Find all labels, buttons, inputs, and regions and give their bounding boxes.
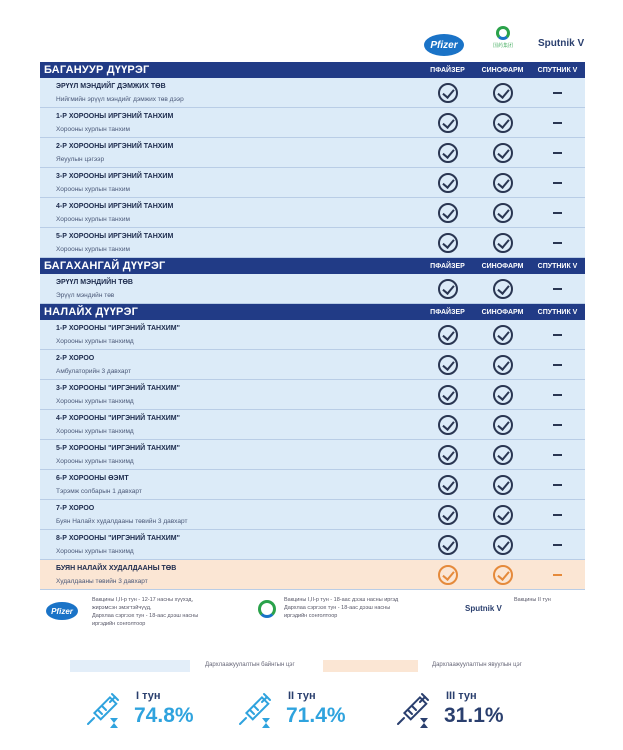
availability-cell	[420, 228, 475, 257]
footnote-pfizer	[92, 596, 242, 628]
availability-cell	[530, 380, 585, 409]
availability-cell	[530, 320, 585, 349]
column-header: СПУТНИК V	[537, 66, 578, 74]
check-circle-icon	[493, 355, 513, 375]
section-header	[40, 258, 585, 274]
dash-icon	[553, 242, 562, 244]
availability-cell	[420, 440, 475, 469]
availability-cell	[530, 138, 585, 167]
legend-blue-label: Дархлаажуулалтын байнгын цэг	[205, 662, 295, 668]
site-location: Хорооны хурлын танхим	[56, 216, 130, 223]
dash-icon	[553, 484, 562, 486]
site-text	[40, 168, 420, 197]
check-circle-icon	[493, 173, 513, 193]
site-row	[40, 198, 585, 228]
footnote-line: жирэмсэн эмэгтэйчүүд,	[92, 605, 152, 611]
check-circle-icon	[438, 385, 458, 405]
site-name: 4-Р ХОРООНЫ ИРГЭНИЙ ТАНХИМ	[56, 203, 174, 210]
syringe-hourglass-icon	[392, 690, 432, 730]
footnote-line: Вакцины I,II-р тун - 12-17 насны хүүхэд,	[92, 597, 194, 603]
check-circle-icon	[493, 279, 513, 299]
site-text	[40, 440, 420, 469]
site-name: БУЯН НАЛАЙХ ХУДАЛДААНЫ ТӨВ	[56, 565, 177, 572]
check-circle-icon	[438, 355, 458, 375]
site-location: Эрүүл мэндийн төв	[56, 292, 115, 299]
column-header: СИНОФАРМ	[481, 308, 524, 316]
section-title: НАЛАЙХ ДҮҮРЭГ	[44, 306, 139, 318]
availability-cell	[420, 380, 475, 409]
availability-cell	[420, 320, 475, 349]
site-name: 2-Р ХОРОО	[56, 355, 95, 362]
availability-cell	[530, 78, 585, 107]
check-circle-icon	[493, 143, 513, 163]
availability-cell	[475, 380, 530, 409]
site-row	[40, 530, 585, 560]
dash-icon	[553, 574, 562, 576]
site-name: 4-Р ХОРООНЫ "ИРГЭНИЙ ТАНХИМ"	[56, 415, 180, 422]
check-circle-icon	[438, 173, 458, 193]
availability-cell	[475, 470, 530, 499]
sinopharm-logo-text: 国药集团	[492, 43, 513, 49]
availability-cell	[475, 350, 530, 379]
dash-icon	[553, 364, 562, 366]
dose-label: II тун	[288, 690, 316, 702]
site-row	[40, 274, 585, 304]
dash-icon	[553, 288, 562, 290]
footnote-sputnik-logo: Sputnik V	[465, 604, 502, 613]
availability-cell	[420, 530, 475, 559]
availability-cell	[530, 108, 585, 137]
site-text	[40, 138, 420, 167]
site-location: Хорооны хурлын танхимд	[56, 338, 134, 345]
column-header: ПФАЙЗЕР	[430, 308, 465, 316]
site-text	[40, 380, 420, 409]
site-text	[40, 320, 420, 349]
site-text	[40, 198, 420, 227]
check-circle-icon	[493, 385, 513, 405]
site-row	[40, 440, 585, 470]
dose-percent: 74.8%	[134, 704, 194, 727]
site-row	[40, 410, 585, 440]
site-text	[40, 410, 420, 439]
site-location: Хорооны хурлын танхимд	[56, 458, 134, 465]
check-circle-icon	[493, 505, 513, 525]
check-circle-icon	[438, 475, 458, 495]
availability-cell	[475, 168, 530, 197]
site-row	[40, 320, 585, 350]
availability-cell	[420, 198, 475, 227]
availability-cell	[475, 440, 530, 469]
check-circle-icon	[438, 143, 458, 163]
availability-cell	[530, 530, 585, 559]
availability-cell	[475, 228, 530, 257]
check-circle-icon	[493, 445, 513, 465]
legend-blue-swatch	[70, 660, 190, 672]
availability-cell	[530, 274, 585, 303]
dash-icon	[553, 394, 562, 396]
availability-cell	[420, 350, 475, 379]
site-name: 3-Р ХОРООНЫ "ИРГЭНИЙ ТАНХИМ"	[56, 385, 180, 392]
legend-orange-label: Дархлаажуулалтын явуулын цэг	[432, 662, 522, 668]
footnotes	[40, 596, 600, 640]
sinopharm-logo	[488, 26, 518, 58]
site-row	[40, 500, 585, 530]
site-row	[40, 228, 585, 258]
availability-cell	[420, 138, 475, 167]
syringe-hourglass-icon	[234, 690, 274, 730]
dash-icon	[553, 544, 562, 546]
site-name: 2-Р ХОРООНЫ ИРГЭНИЙ ТАНХИМ	[56, 143, 174, 150]
site-name: 6-Р ХОРООНЫ ӨЭМТ	[56, 475, 129, 482]
site-name: 8-Р ХОРООНЫ "ИРГЭНИЙ ТАНХИМ"	[56, 535, 180, 542]
availability-cell	[475, 108, 530, 137]
column-header: СИНОФАРМ	[481, 66, 524, 74]
site-name: 1-Р ХОРООНЫ ИРГЭНИЙ ТАНХИМ	[56, 113, 174, 120]
check-circle-icon	[493, 113, 513, 133]
legend-orange-swatch	[323, 660, 418, 672]
footnote-line: иргэдийн сонголтоор	[92, 621, 146, 627]
dash-icon	[553, 454, 562, 456]
site-row	[40, 78, 585, 108]
site-name: 7-Р ХОРОО	[56, 505, 95, 512]
section-title: БАГАНУУР ДҮҮРЭГ	[44, 64, 150, 76]
availability-cell	[530, 560, 585, 589]
availability-cell	[530, 198, 585, 227]
check-circle-icon	[438, 505, 458, 525]
availability-cell	[530, 500, 585, 529]
dash-icon	[553, 152, 562, 154]
column-header: СПУТНИК V	[537, 262, 578, 270]
site-text	[40, 274, 420, 303]
availability-cell	[420, 108, 475, 137]
check-circle-icon	[438, 83, 458, 103]
availability-cell	[475, 198, 530, 227]
site-row	[40, 380, 585, 410]
availability-cell	[530, 410, 585, 439]
check-circle-icon	[438, 325, 458, 345]
dose-percent: 71.4%	[286, 704, 346, 727]
availability-cell	[420, 168, 475, 197]
footnote-line: иргэдийн сонголтоор	[284, 613, 338, 619]
footnote-sinopharm-logo	[258, 600, 276, 618]
availability-cell	[530, 228, 585, 257]
check-circle-icon	[493, 565, 513, 585]
site-location: Яеуулын цэгээр	[56, 156, 105, 163]
footnote-sinopharm	[284, 596, 454, 620]
site-text	[40, 228, 420, 257]
footnote-line: Дархлаа сэргээх тун - 18-аас дээш насны	[284, 605, 391, 611]
dose-label: III тун	[446, 690, 477, 702]
site-name: ЭРҮҮЛ МЭНДИЙГ ДЭМЖИХ ТӨВ	[56, 83, 166, 90]
dose-percent: 31.1%	[444, 704, 504, 727]
site-text	[40, 108, 420, 137]
column-header: ПФАЙЗЕР	[430, 66, 465, 74]
section-title: БАГАХАНГАЙ ДҮҮРЭГ	[44, 260, 166, 272]
site-location: Хорооны хурлын танхим	[56, 186, 130, 193]
column-header: СПУТНИК V	[537, 308, 578, 316]
legend	[70, 660, 600, 672]
dash-icon	[553, 92, 562, 94]
dash-icon	[553, 334, 562, 336]
check-circle-icon	[438, 445, 458, 465]
site-name: 3-Р ХОРООНЫ ИРГЭНИЙ ТАНХИМ	[56, 173, 174, 180]
availability-cell	[475, 274, 530, 303]
site-row	[40, 108, 585, 138]
site-location: Хорооны хурлын танхим	[56, 246, 130, 253]
check-circle-icon	[493, 535, 513, 555]
site-text	[40, 470, 420, 499]
availability-cell	[475, 320, 530, 349]
site-text	[40, 560, 420, 589]
availability-cell	[530, 440, 585, 469]
availability-cell	[475, 410, 530, 439]
availability-cell	[530, 470, 585, 499]
check-circle-icon	[493, 233, 513, 253]
site-row	[40, 138, 585, 168]
dash-icon	[553, 424, 562, 426]
footnote-line: Вакцины I,II-р тун - 18-аас дээш насны иргэд	[284, 597, 399, 603]
availability-cell	[420, 78, 475, 107]
dash-icon	[553, 514, 562, 516]
check-circle-icon	[438, 113, 458, 133]
check-circle-icon	[438, 415, 458, 435]
site-location: Хорооны хурлын танхим	[56, 126, 130, 133]
syringe-hourglass-icon	[82, 690, 122, 730]
pfizer-logo: Pfizer	[424, 34, 464, 56]
dash-icon	[553, 122, 562, 124]
check-circle-icon	[438, 203, 458, 223]
sputnik-logo: Sputnik V	[538, 38, 585, 49]
availability-cell	[420, 470, 475, 499]
dash-icon	[553, 182, 562, 184]
footnote-line: Вакцины II тун	[514, 597, 551, 603]
check-circle-icon	[493, 475, 513, 495]
availability-cell	[475, 138, 530, 167]
availability-cell	[420, 274, 475, 303]
availability-cell	[420, 410, 475, 439]
dash-icon	[553, 212, 562, 214]
site-name: 5-Р ХОРООНЫ "ИРГЭНИЙ ТАНХИМ"	[56, 445, 180, 452]
availability-cell	[475, 530, 530, 559]
site-location: Хорооны хурлын танхимд	[56, 428, 134, 435]
site-text	[40, 78, 420, 107]
site-name: 5-Р ХОРООНЫ ИРГЭНИЙ ТАНХИМ	[56, 233, 174, 240]
availability-cell	[530, 168, 585, 197]
availability-cell	[530, 350, 585, 379]
availability-cell	[420, 560, 475, 589]
site-name: 1-Р ХОРООНЫ "ИРГЭНИЙ ТАНХИМ"	[56, 325, 180, 332]
sinopharm-leaf-icon	[496, 26, 510, 40]
footnote-sputnik	[514, 596, 594, 604]
check-circle-icon	[438, 535, 458, 555]
site-row	[40, 168, 585, 198]
site-text	[40, 500, 420, 529]
check-circle-icon	[493, 415, 513, 435]
site-location: Тэрэмж солбарын 1 давхарт	[56, 488, 142, 495]
check-circle-icon	[493, 203, 513, 223]
check-circle-icon	[438, 279, 458, 299]
site-location: Хорооны хурлын танхимд	[56, 398, 134, 405]
site-row	[40, 350, 585, 380]
check-circle-icon	[493, 325, 513, 345]
section-header	[40, 304, 585, 320]
site-name: ЭРҮҮЛ МЭНДИЙН ТӨВ	[56, 279, 133, 286]
availability-cell	[475, 500, 530, 529]
site-location: Нийгмийн эрүүл мэндийг дэмжих төв дээр	[56, 96, 184, 103]
site-text	[40, 530, 420, 559]
dose-stat	[234, 690, 384, 734]
site-row	[40, 560, 585, 590]
dose-stat	[82, 690, 232, 734]
site-row	[40, 470, 585, 500]
check-circle-icon	[438, 565, 458, 585]
column-header: ПФАЙЗЕР	[430, 262, 465, 270]
availability-cell	[475, 78, 530, 107]
site-location: Буян Налайх худалдааны төвийн 3 давхарт	[56, 518, 188, 525]
dose-label: I тун	[136, 690, 161, 702]
footnote-line: Дархлаа сэргээх тун - 18-аас дээш насны	[92, 613, 199, 619]
site-location: Хорооны хурлын танхимд	[56, 548, 134, 555]
section-header	[40, 62, 585, 78]
column-header: СИНОФАРМ	[481, 262, 524, 270]
check-circle-icon	[438, 233, 458, 253]
footnote-pfizer-logo: Pfizer	[46, 602, 78, 620]
availability-cell	[475, 560, 530, 589]
site-text	[40, 350, 420, 379]
vaccination-sites-table	[40, 62, 585, 590]
site-location: Амбулаторийн 3 давхарт	[56, 368, 131, 375]
check-circle-icon	[493, 83, 513, 103]
availability-cell	[420, 500, 475, 529]
vaccine-logos	[420, 26, 610, 60]
dose-stat	[392, 690, 542, 734]
site-location: Худалдааны төвийн 3 давхарт	[56, 578, 148, 585]
